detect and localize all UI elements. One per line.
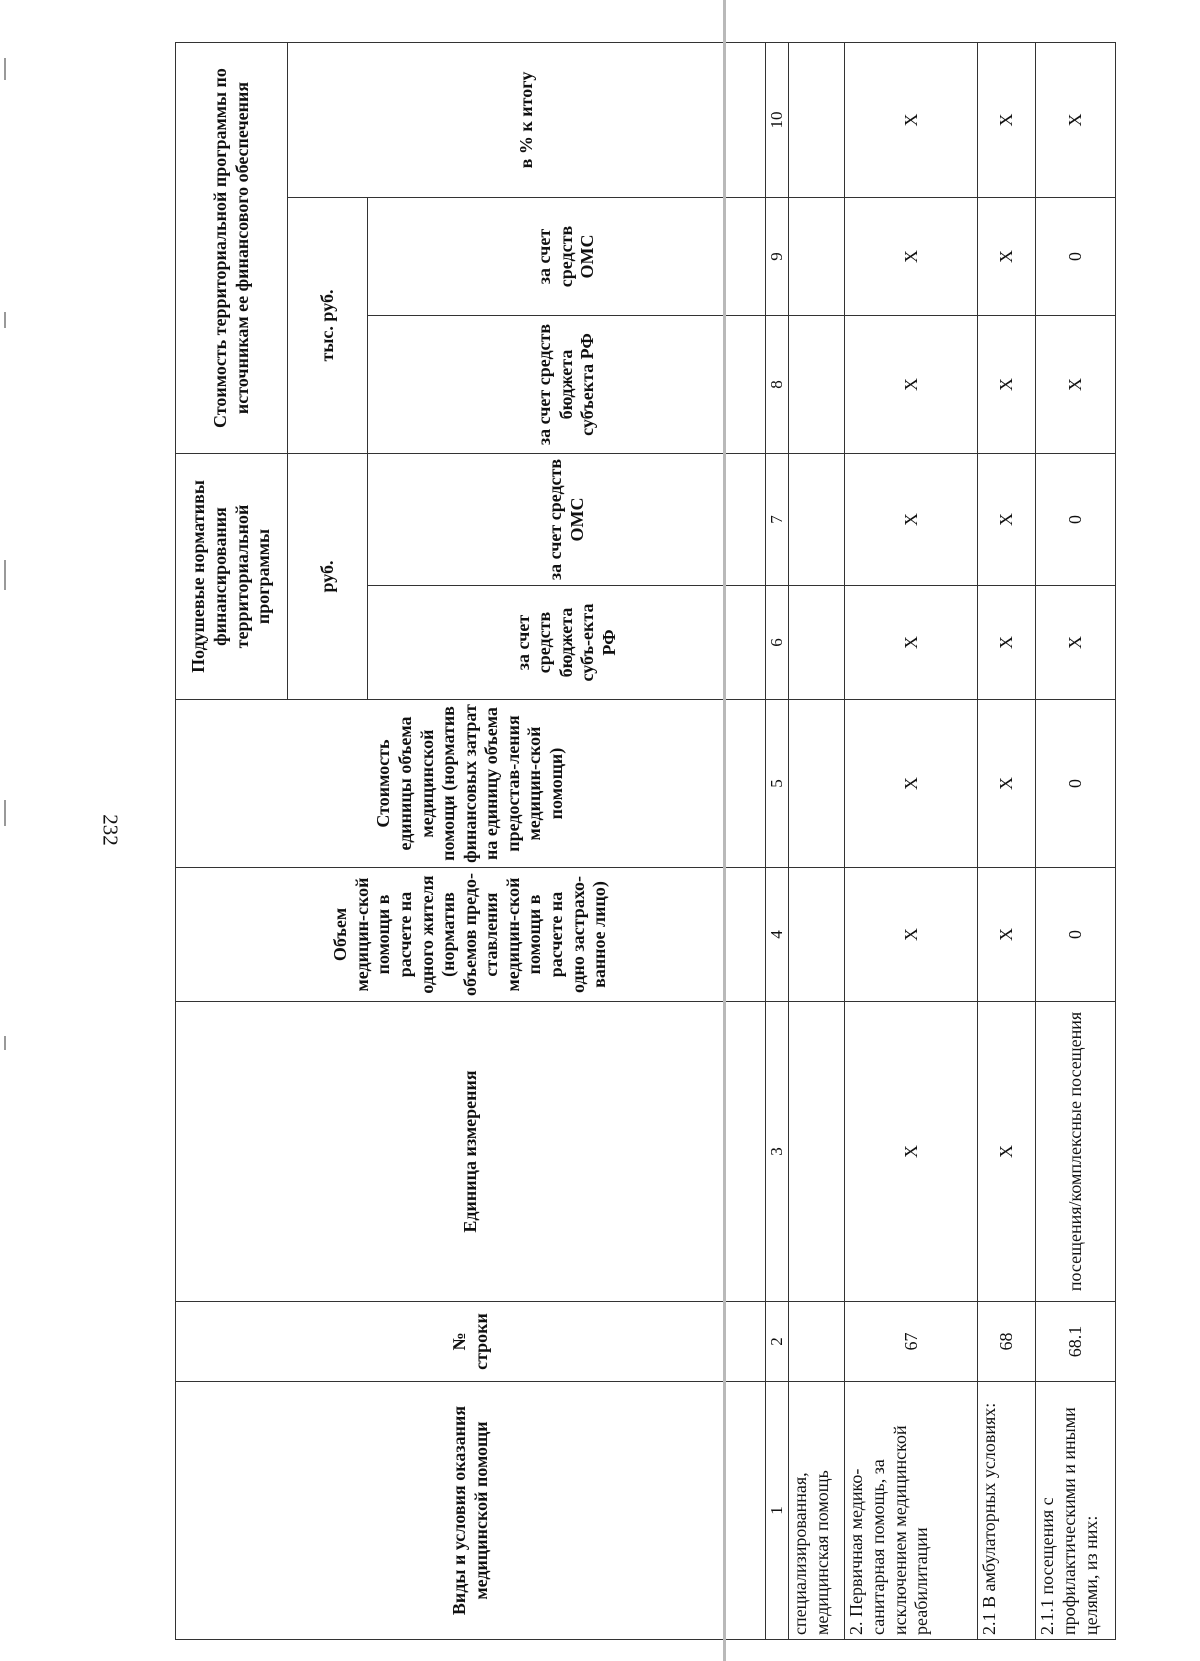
column-number: 9 [766, 198, 789, 316]
header-unit-thousand-rub: тыс. руб. [288, 198, 368, 454]
column-number: 4 [766, 868, 789, 1002]
row-norms-oms [789, 454, 845, 586]
row-percent-total [789, 43, 845, 198]
header-percent-total: в % к итогу [288, 43, 766, 198]
column-number: 5 [766, 700, 789, 868]
table-row [1036, 43, 1116, 1640]
row-norms-budget: Х [1036, 586, 1116, 700]
row-volume: Х [845, 868, 978, 1002]
row-volume: Х [978, 868, 1036, 1002]
scan-edge-mark [4, 560, 6, 590]
row-care-type: 2.1.1 посещения с профилактическими и иными целями, из них: [1036, 1382, 1116, 1640]
header-norms-budget: за счет средств бюджета субъ-екта РФ [368, 586, 766, 700]
column-number: 10 [766, 43, 789, 198]
page-number: 232 [98, 814, 123, 846]
rotated-page-content [175, 43, 1101, 1640]
header-program-cost: Стоимость территориальной программы по источникам ее финансового обеспечения [176, 43, 288, 454]
column-number: 3 [766, 1002, 789, 1302]
header-volume: Объем медицин-ской помощи в расчете на одного жителя (норматив объемов предо-ставления медицин-ской помощи в расчете на одно застрахо-ванное лицо) [176, 868, 766, 1002]
header-norms-oms: за счет средств ОМС [368, 454, 766, 586]
header-unit-rub: руб. [288, 454, 368, 700]
row-unit-cost: 0 [1036, 700, 1116, 868]
row-volume [789, 868, 845, 1002]
scan-edge-mark [4, 312, 6, 328]
column-number: 6 [766, 586, 789, 700]
row-norms-budget [789, 586, 845, 700]
row-norms-oms: Х [845, 454, 978, 586]
header-cost-budget: за счет средств бюджета субъекта РФ [368, 316, 766, 454]
table-row [789, 43, 845, 1640]
column-number: 1 [766, 1382, 789, 1640]
table-row [978, 43, 1036, 1640]
column-number-row [766, 43, 789, 1640]
row-cost-oms [789, 198, 845, 316]
row-unit-cost: Х [845, 700, 978, 868]
row-unit-cost [789, 700, 845, 868]
row-norms-oms: Х [978, 454, 1036, 586]
table-row [845, 43, 978, 1640]
column-number: 2 [766, 1302, 789, 1382]
header-unit-cost: Стоимость единицы объема медицинской помощи (норматив финансовых затрат на единицу объема предостав-ления медицин-ской помощи) [176, 700, 766, 868]
row-unit-cost: Х [978, 700, 1036, 868]
scan-edge-mark [4, 1036, 6, 1050]
row-unit [789, 1002, 845, 1302]
row-cost-budget: Х [978, 316, 1036, 454]
scan-artifact-line [723, 0, 726, 1661]
column-number: 8 [766, 316, 789, 454]
row-cost-budget: Х [845, 316, 978, 454]
row-cost-oms: Х [845, 198, 978, 316]
medical-care-table [175, 42, 1116, 1640]
row-percent-total: Х [845, 43, 978, 198]
row-unit: Х [845, 1002, 978, 1302]
header-care-type: Виды и условия оказания медицинской помощи [176, 1382, 766, 1640]
row-unit: посещения/комплексные посещения [1036, 1002, 1116, 1302]
header-line-number: № строки [176, 1302, 766, 1382]
row-norms-budget: Х [978, 586, 1036, 700]
row-line-number [789, 1302, 845, 1382]
scan-edge-mark [4, 58, 6, 80]
row-volume: 0 [1036, 868, 1116, 1002]
row-cost-oms: Х [978, 198, 1036, 316]
row-line-number: 68 [978, 1302, 1036, 1382]
row-line-number: 68.1 [1036, 1302, 1116, 1382]
row-unit: Х [978, 1002, 1036, 1302]
header-unit: Единица измерения [176, 1002, 766, 1302]
row-care-type: специализированная, медицинская помощь [789, 1382, 845, 1640]
row-care-type: 2. Первичная медико-санитарная помощь, за исключением медицинской реабилитации [845, 1382, 978, 1640]
row-norms-oms: 0 [1036, 454, 1116, 586]
header-cost-oms: за счет средств ОМС [368, 198, 766, 316]
row-line-number: 67 [845, 1302, 978, 1382]
row-cost-budget [789, 316, 845, 454]
row-norms-budget: Х [845, 586, 978, 700]
row-care-type: 2.1 В амбулаторных условиях: [978, 1382, 1036, 1640]
row-cost-oms: 0 [1036, 198, 1116, 316]
column-number: 7 [766, 454, 789, 586]
header-row-1 [176, 43, 288, 1640]
header-per-capita-norms: Подушевые нормативы финансирования территориальной программы [176, 454, 288, 700]
row-cost-budget: Х [1036, 316, 1116, 454]
scan-edge-mark [4, 800, 6, 826]
row-percent-total: Х [1036, 43, 1116, 198]
row-percent-total: Х [978, 43, 1036, 198]
